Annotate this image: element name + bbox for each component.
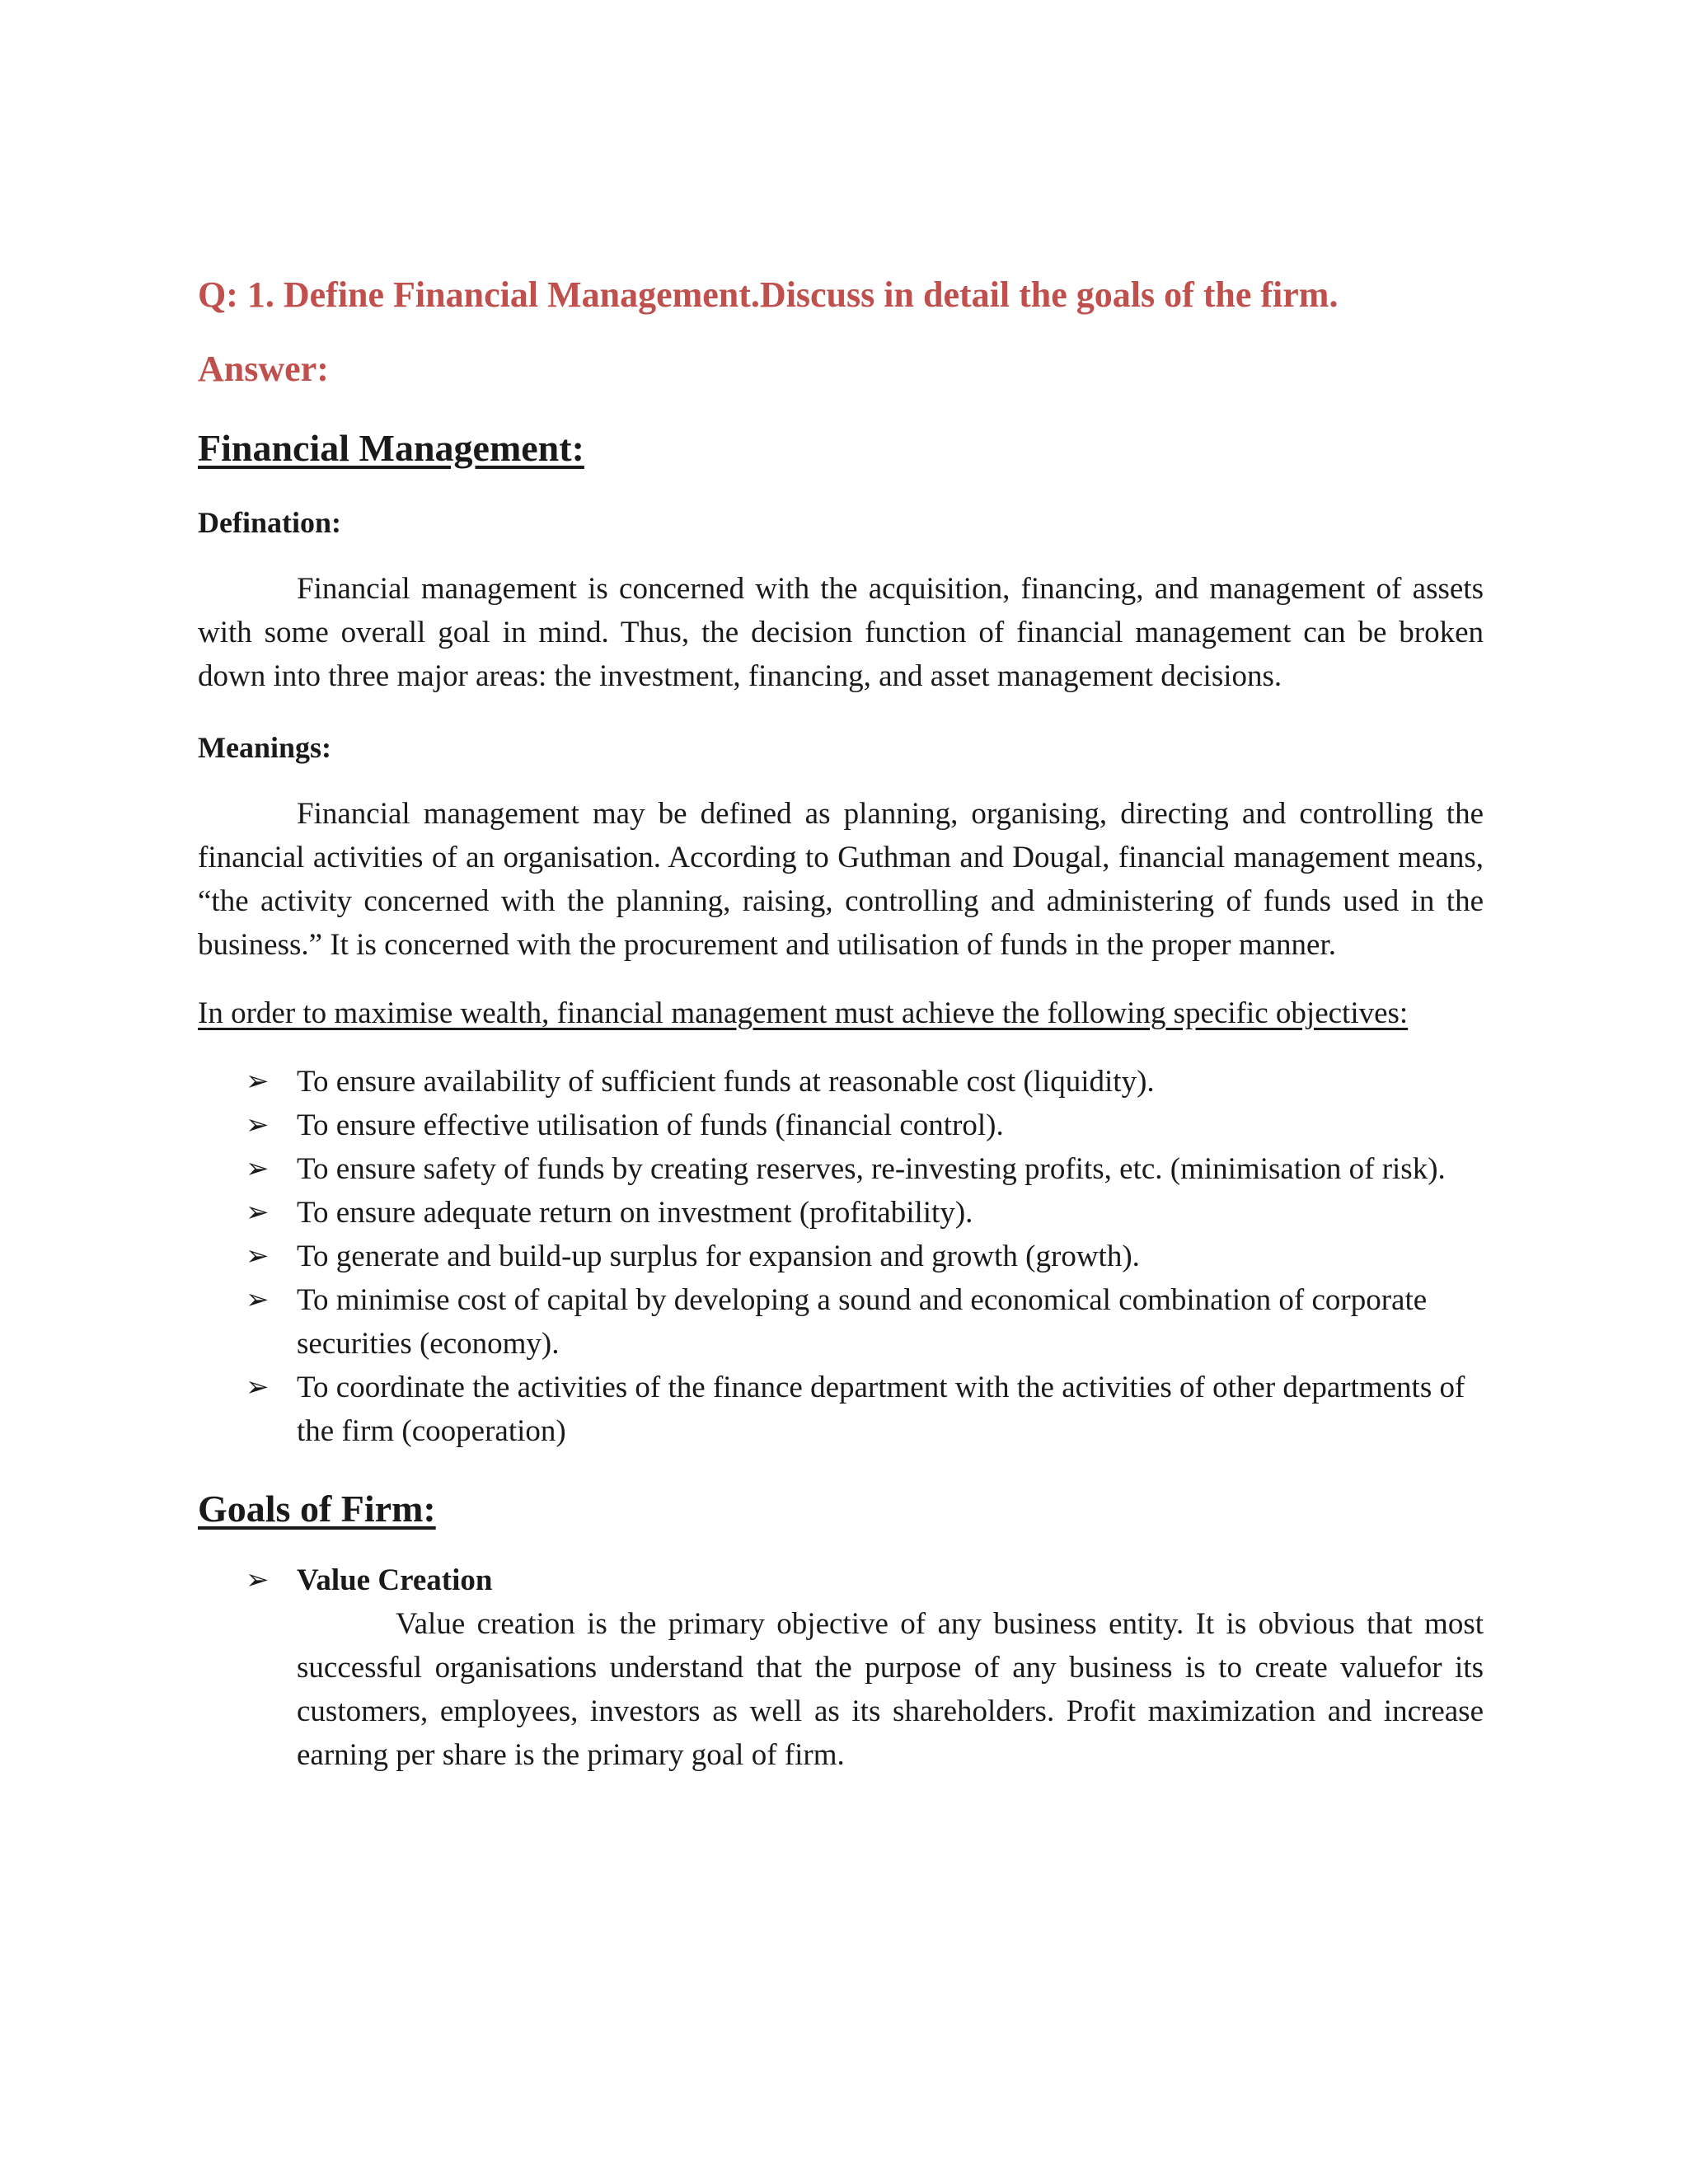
meanings-text: Financial management may be defined as planning, organising, directing and controlling the financial activities of an organisation. According to Guthman and Dougal, financial management means, “the activity concerned with the planning, raising, controlling and administering of funds used in the business.” It is concerned with the procurement and utilisation of funds in the proper manner. — [198, 797, 1484, 962]
list-item — [198, 1060, 1484, 1104]
objective-text: To ensure availability of sufficient funds at reasonable cost (liquidity). — [297, 1065, 1155, 1099]
objective-text: To ensure effective utilisation of funds (financial control). — [297, 1108, 1004, 1142]
objective-text: To ensure adequate return on investment (profitability). — [297, 1196, 973, 1230]
document-page — [198, 272, 1484, 1777]
arrow-bullet-icon: ➢ — [246, 1154, 270, 1184]
objectives-intro: In order to maximise wealth, financial management must achieve the following specific objectives: — [198, 996, 1409, 1030]
objective-text: To coordinate the activities of the finance department with the activities of other departments of the firm (cooperation) — [297, 1371, 1465, 1448]
definition-paragraph — [198, 567, 1484, 698]
goals-list — [198, 1558, 1484, 1777]
list-item — [198, 1191, 1484, 1235]
meanings-heading: Meanings: — [198, 731, 331, 764]
objective-text: To minimise cost of capital by developing a sound and economical combination of corporate securities (economy). — [297, 1283, 1428, 1361]
goal-text: Value creation is the primary objective of any business entity. It is obvious that most successful organisations understand that the purpose of any business is to create valuefor its customers, employees, investors as well as its shareholders. Profit maximization and increase earning per share is the primary goal of firm. — [297, 1607, 1484, 1772]
arrow-bullet-icon: ➢ — [246, 1372, 270, 1403]
financial-management-heading: Financial Management: — [198, 427, 584, 469]
definition-text: Financial management is concerned with the acquisition, financing, and management of assets with some overall goal in mind. Thus, the decision function of financial management can be broken down into three major areas: the investment, financing, and asset management decisions. — [198, 572, 1484, 693]
arrow-bullet-icon: ➢ — [246, 1110, 270, 1141]
objectives-list — [198, 1060, 1484, 1453]
arrow-bullet-icon: ➢ — [246, 1066, 270, 1097]
arrow-bullet-icon: ➢ — [246, 1197, 270, 1228]
question-title: Q: 1. Define Financial Management.Discuss in detail the goals of the firm. — [198, 274, 1339, 315]
meanings-paragraph — [198, 792, 1484, 967]
list-item — [198, 1147, 1484, 1191]
goal-title: Value Creation — [297, 1563, 493, 1597]
objective-text: To generate and build-up surplus for expansion and growth (growth). — [297, 1240, 1140, 1273]
goals-of-firm-heading: Goals of Firm: — [198, 1488, 436, 1530]
list-item — [198, 1278, 1484, 1366]
list-item — [198, 1558, 1484, 1777]
list-item — [198, 1366, 1484, 1453]
goal-paragraph — [297, 1602, 1484, 1777]
arrow-bullet-icon: ➢ — [246, 1565, 270, 1596]
answer-label: Answer: — [198, 349, 329, 389]
list-item — [198, 1235, 1484, 1278]
arrow-bullet-icon: ➢ — [246, 1241, 270, 1272]
arrow-bullet-icon: ➢ — [246, 1285, 270, 1315]
definition-heading: Defination: — [198, 506, 341, 539]
list-item — [198, 1104, 1484, 1147]
objective-text: To ensure safety of funds by creating reserves, re-investing profits, etc. (minimisation of risk). — [297, 1152, 1446, 1186]
